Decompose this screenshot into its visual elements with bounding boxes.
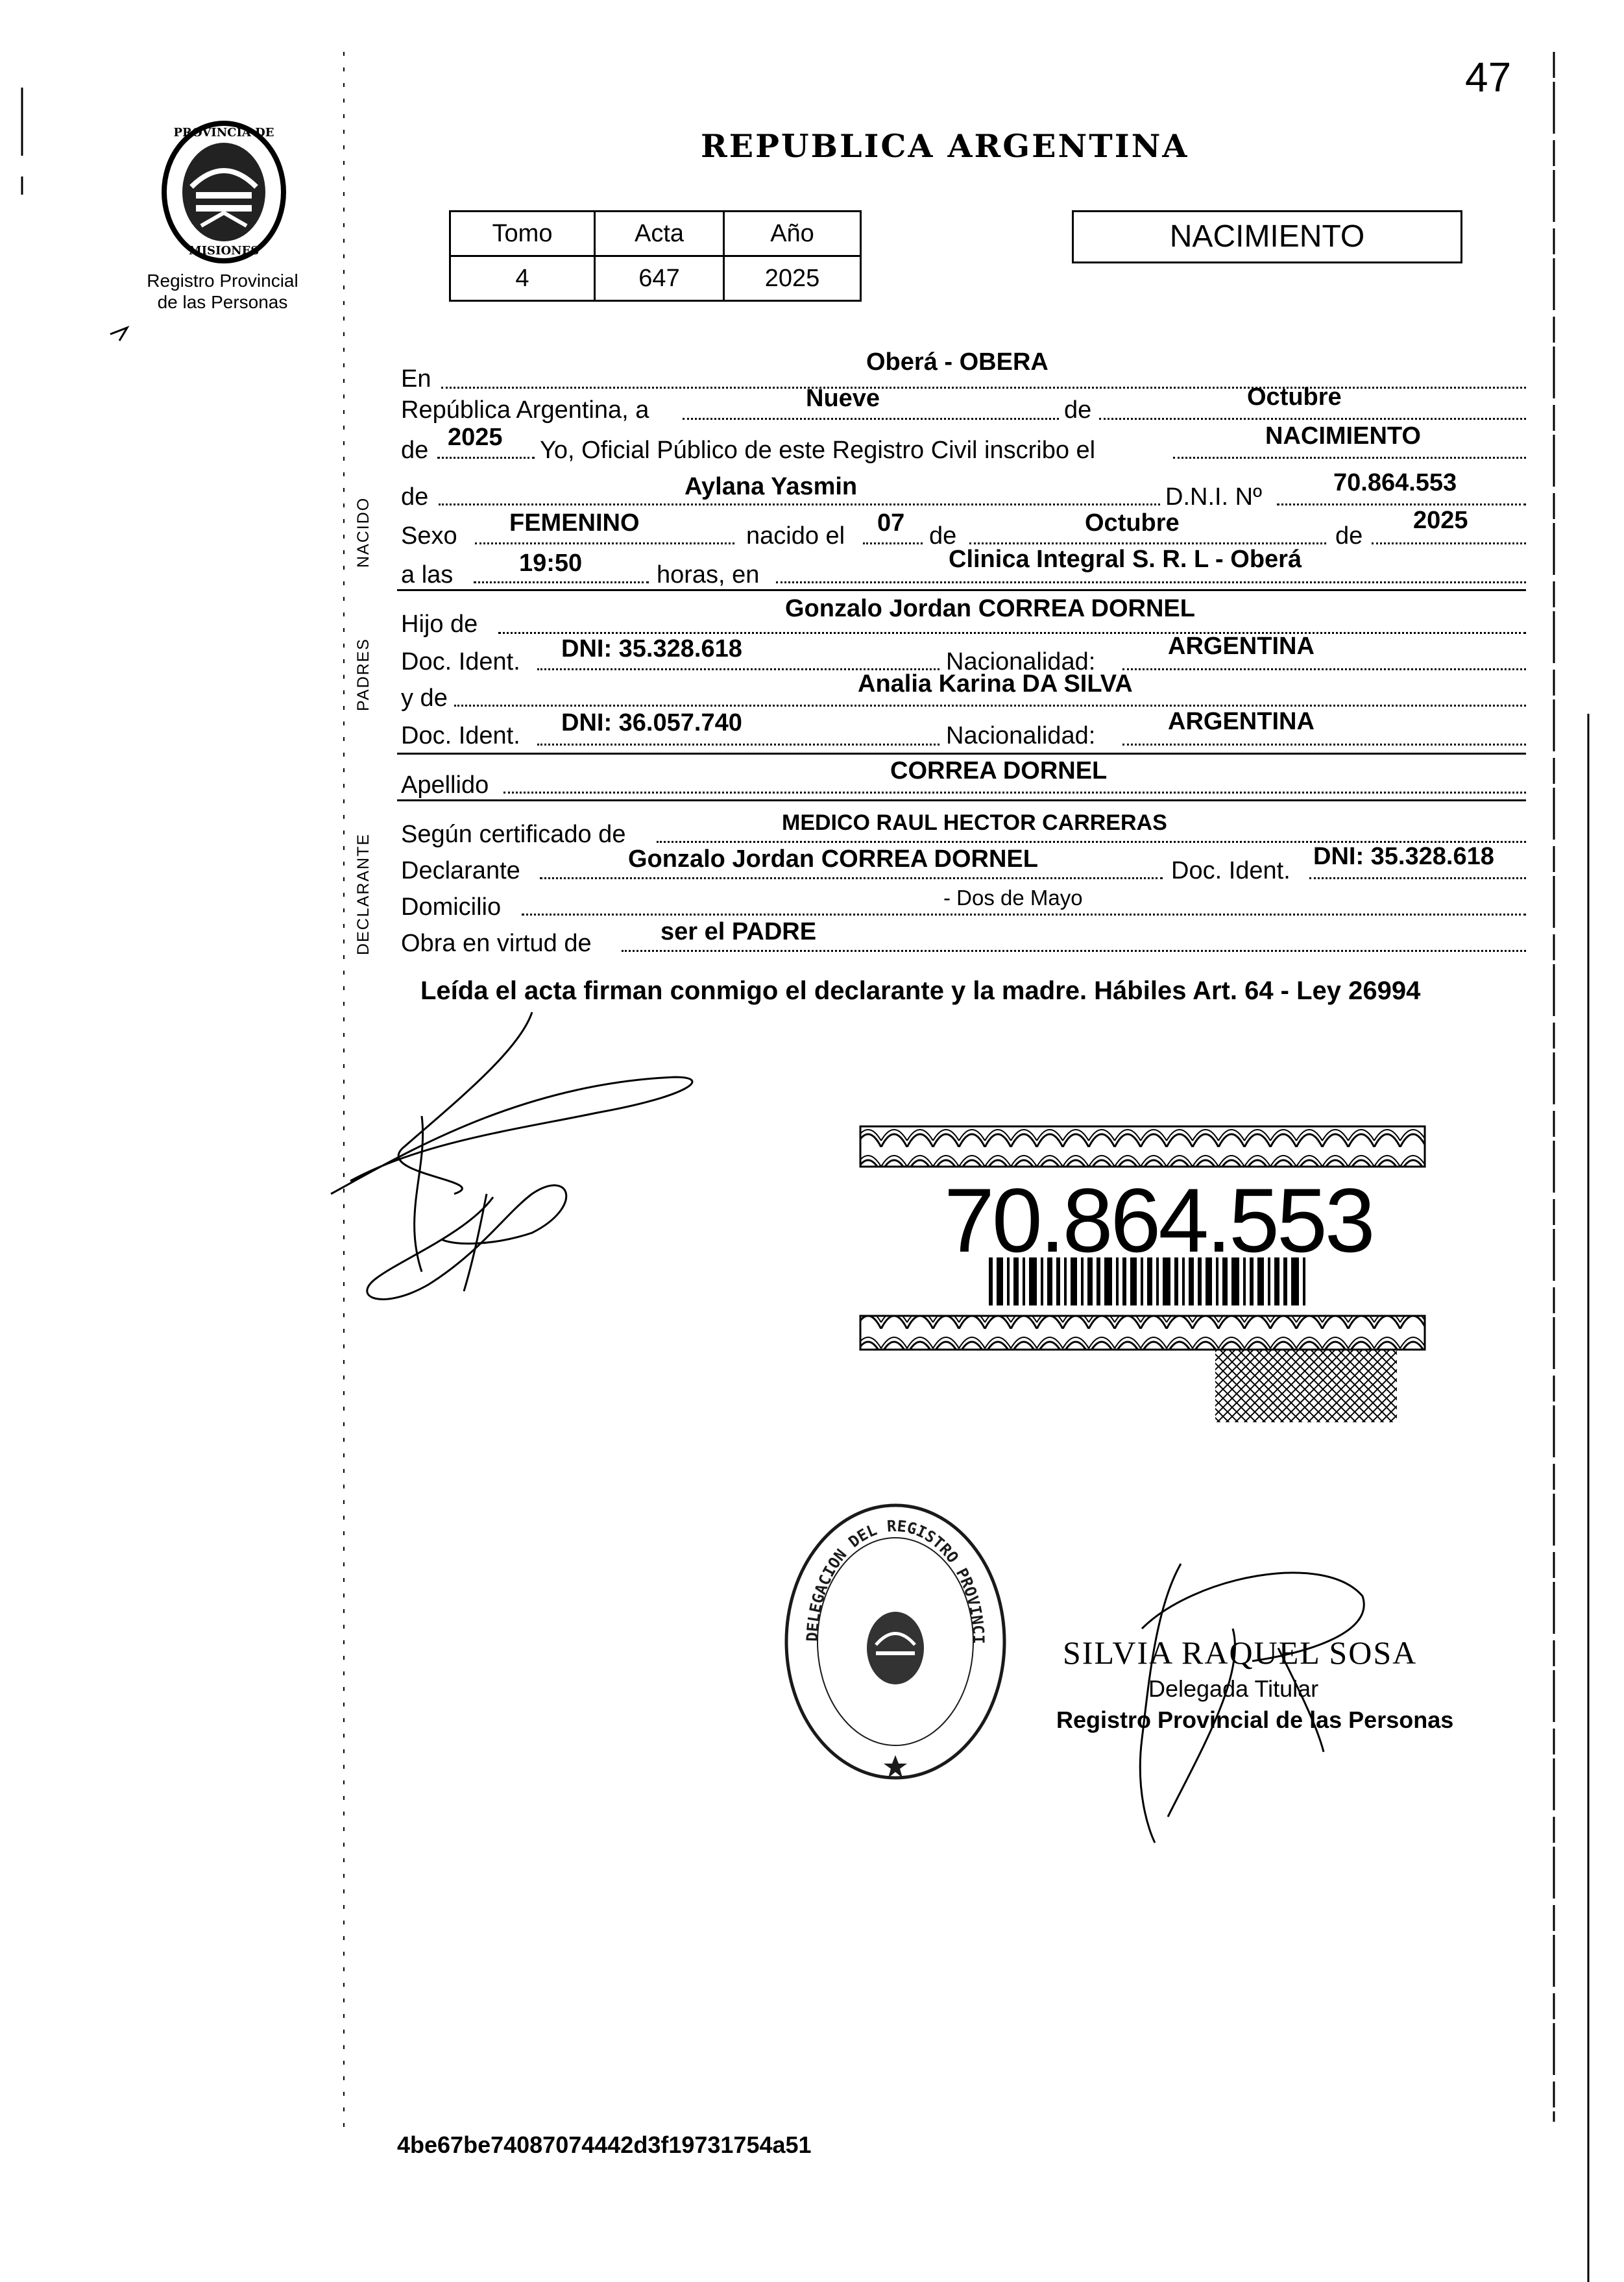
- label-acts-as: Obra en virtud de: [401, 930, 592, 957]
- book-value-acta: 647: [595, 256, 724, 301]
- book-header-tomo: Tomo: [450, 212, 595, 256]
- label-doc-father: Doc. Ident.: [401, 648, 520, 675]
- declarant-name: Gonzalo Jordan CORREA DORNEL: [628, 845, 1038, 873]
- mother-name: Analia Karina DA SILVA: [858, 670, 1133, 698]
- book-value-anio: 2025: [724, 256, 861, 301]
- seal-star-icon: [884, 1755, 907, 1778]
- label-nationality-mother: Nacionalidad:: [946, 722, 1096, 749]
- record-type-box: NACIMIENTO: [1072, 210, 1462, 263]
- registry-name: [122, 270, 323, 313]
- book-value-tomo: 4: [450, 256, 595, 301]
- label-de-1: de: [929, 522, 957, 550]
- svg-text:PROVINCIA DE: PROVINCIA DE: [173, 126, 274, 140]
- father-name: Gonzalo Jordan CORREA DORNEL: [785, 595, 1195, 622]
- book-header-anio: Año: [724, 212, 861, 256]
- date-year: 2025: [448, 424, 503, 451]
- label-son-of: Hijo de: [401, 611, 478, 638]
- born-place: Clinica Integral S. R. L - Oberá: [949, 546, 1302, 573]
- mother-doc: DNI: 36.057.740: [561, 709, 742, 736]
- official-office: Registro Provincial de las Personas: [1056, 1706, 1454, 1733]
- declarant-doc: DNI: 35.328.618: [1313, 843, 1494, 870]
- section-label-padres: PADRES: [354, 638, 372, 711]
- declarant-signature: [324, 999, 746, 1311]
- born-month: Octubre: [1085, 509, 1180, 537]
- section-label-nacido: NACIDO: [354, 496, 372, 568]
- label-and: y de: [401, 685, 448, 712]
- mother-nationality: ARGENTINA: [1168, 708, 1315, 735]
- crest-logo: [156, 115, 292, 266]
- born-name: Aylana Yasmin: [685, 473, 858, 500]
- label-dni: D.N.I. Nº: [1165, 483, 1262, 511]
- label-address: Domicilio: [401, 893, 502, 921]
- svg-text:MISIONES: MISIONES: [188, 244, 260, 258]
- document-hash: 4be67be74087074442d3f19731754a51: [397, 2131, 812, 2158]
- label-at: a las: [401, 561, 454, 589]
- father-doc: DNI: 35.328.618: [561, 635, 742, 662]
- label-declarant: Declarante: [401, 857, 520, 884]
- official-signature: [1103, 1557, 1401, 1856]
- page-title: REPUBLICA ARGENTINA: [701, 127, 1189, 165]
- label-de-2: de: [1335, 522, 1363, 550]
- label-surname: Apellido: [401, 771, 489, 799]
- date-day: Nueve: [806, 385, 880, 412]
- margin-scribble-icon: [110, 328, 127, 341]
- certificate-value: MEDICO RAUL HECTOR CARRERAS: [782, 810, 1167, 835]
- born-dni: 70.864.553: [1333, 469, 1457, 496]
- closing-note: Leída el acta firman conmigo el declarante y la madre. Hábiles Art. 64 - Ley 26994: [420, 977, 1421, 1005]
- book-table-header-row: [450, 212, 861, 256]
- label-hours: horas, en: [657, 561, 760, 589]
- section-label-declarante: DECLARANTE: [354, 832, 372, 955]
- official-role: Delegada Titular: [1148, 1675, 1319, 1702]
- date-month: Octubre: [1247, 383, 1342, 411]
- act-type: NACIMIENTO: [1265, 422, 1421, 450]
- label-born-on: nacido el: [746, 522, 845, 550]
- official-name: SILVIA RAQUEL SOSA: [1063, 1634, 1418, 1671]
- born-sex: FEMENINO: [509, 509, 640, 537]
- label-sex: Sexo: [401, 522, 457, 550]
- label-country: República Argentina, a: [401, 396, 649, 424]
- id-number-strip: [855, 1121, 1429, 1426]
- born-time: 19:50: [519, 550, 583, 577]
- born-day: 07: [877, 509, 905, 537]
- surname-value: CORREA DORNEL: [890, 757, 1108, 784]
- acts-as-value: ser el PADRE: [661, 918, 817, 945]
- born-year: 2025: [1413, 507, 1468, 534]
- label-inscribe: Yo, Oficial Público de este Registro Civil inscribo el: [540, 437, 1096, 464]
- father-nationality: ARGENTINA: [1168, 633, 1315, 660]
- page-number: 47: [1465, 54, 1512, 101]
- label-de-name: de: [401, 483, 429, 511]
- svg-text:DELEGACION DEL REGISTRO PROVIN: DELEGACION DEL REGISTRO PROVINCI: [803, 1516, 988, 1644]
- book-table: [449, 210, 862, 302]
- address-value: - Dos de Mayo: [943, 886, 1083, 910]
- label-certificate: Según certificado de: [401, 821, 626, 848]
- label-en: En: [401, 365, 431, 393]
- id-number: 70.864.553: [944, 1169, 1373, 1271]
- book-header-acta: Acta: [595, 212, 724, 256]
- official-seal: [782, 1499, 1009, 1784]
- label-de-year: de: [401, 437, 429, 464]
- registry-name-line1: Registro Provincial: [147, 271, 298, 291]
- label-doc-declarant: Doc. Ident.: [1171, 857, 1291, 884]
- label-doc-mother: Doc. Ident.: [401, 722, 520, 749]
- label-nationality-father: Nacionalidad:: [946, 648, 1096, 675]
- place-city: Oberá - OBERA: [866, 348, 1048, 376]
- book-table-value-row: [450, 256, 861, 301]
- label-de: de: [1064, 396, 1092, 424]
- registry-name-line2: de las Personas: [157, 292, 288, 312]
